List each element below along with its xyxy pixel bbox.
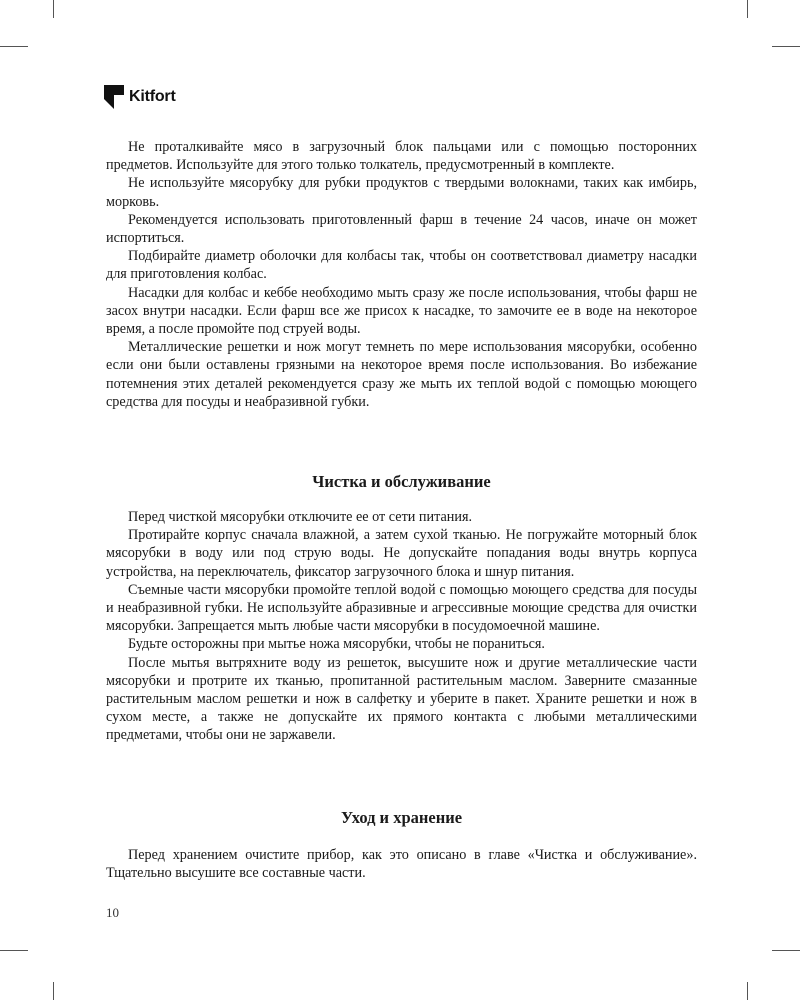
kitfort-logo-icon — [104, 85, 126, 109]
paragraph: После мытья вытряхните воду из решеток, высушите нож и другие металлические части мясорубки и протрите их тканью, пропитанной растительным маслом. Заверните смазанные растительным маслом решетки и нож в салфетку и уберите в пакет. Храните решетки и нож в сухом месте, а также не допускайте их прямого контакта с любыми металлическими предметами, чтобы они не заржавели. — [106, 654, 697, 744]
page-number: 10 — [106, 905, 119, 920]
paragraph: Будьте осторожны при мытье ножа мясорубки, чтобы не пораниться. — [128, 636, 545, 653]
brand-logo — [104, 85, 176, 109]
brand-name: Kitfort — [129, 88, 176, 105]
crop-mark — [772, 950, 800, 951]
crop-mark — [0, 46, 28, 47]
paragraph: Протирайте корпус сначала влажной, а затем сухой тканью. Не погружайте моторный блок мясорубки в воду или под струю воды. Не допускайте попадания воды внутрь корпуса устройства, на переключатель, фиксатор загрузочного блока и шнур питания. — [106, 527, 697, 580]
crop-mark — [53, 0, 54, 18]
paragraph: Насадки для колбас и кеббе необходимо мыть сразу же после использования, чтобы фарш не засох внутри насадки. Если фарш все же присох к насадке, то замочите ее в воде на некоторое время, а после промойте под струей воды. — [106, 284, 697, 338]
paragraph: Не проталкивайте мясо в загрузочный блок пальцами или с помощью посторонних предметов. Используйте для этого только толкатель, предусмотренный в комплекте. — [106, 139, 697, 174]
crop-mark — [747, 0, 748, 18]
cleaning-text-block — [106, 508, 697, 745]
paragraph: Рекомендуется использовать приготовленный фарш в течение 24 часов, иначе он может испортиться. — [106, 211, 697, 247]
intro-text-block — [106, 138, 697, 411]
crop-mark — [53, 982, 54, 1000]
section-heading-cleaning: Чистка и обслуживание — [312, 472, 491, 491]
paragraph: Перед чисткой мясорубки отключите ее от сети питания. — [128, 509, 473, 525]
storage-text-block — [106, 846, 697, 882]
paragraph: Не используйте мясорубку для рубки продуктов с твердыми волокнами, таких как имбирь, морковь. — [106, 175, 697, 210]
paragraph: Подбирайте диаметр оболочки для колбасы так, чтобы он соответствовал диаметру насадки для приготовления колбас. — [106, 248, 697, 283]
paragraph: Съемные части мясорубки промойте теплой водой с помощью моющего средства для посуды и неабразивной губки. Не используйте абразивные и агрессивные моющие средства для очистки мясорубки. Запрещается мыть любые части мясорубки в посудомоечной машине. — [106, 581, 697, 635]
paragraph: Металлические решетки и нож могут темнеть по мере использования мясорубки, особенно если они были оставлены грязными на некоторое время после использования. Во избежание потемнения этих деталей рекомендуется сразу же мыть их теплой водой с помощью моющего средства для посуды и неабразивной губки. — [106, 339, 697, 410]
section-heading-storage: Уход и хранение — [340, 808, 463, 827]
paragraph: Перед хранением очистите прибор, как это описано в главе «Чистка и обслуживание». Тщательно высушите все составные части. — [106, 847, 697, 882]
crop-mark — [772, 46, 800, 47]
crop-mark — [747, 982, 748, 1000]
crop-mark — [0, 950, 28, 951]
